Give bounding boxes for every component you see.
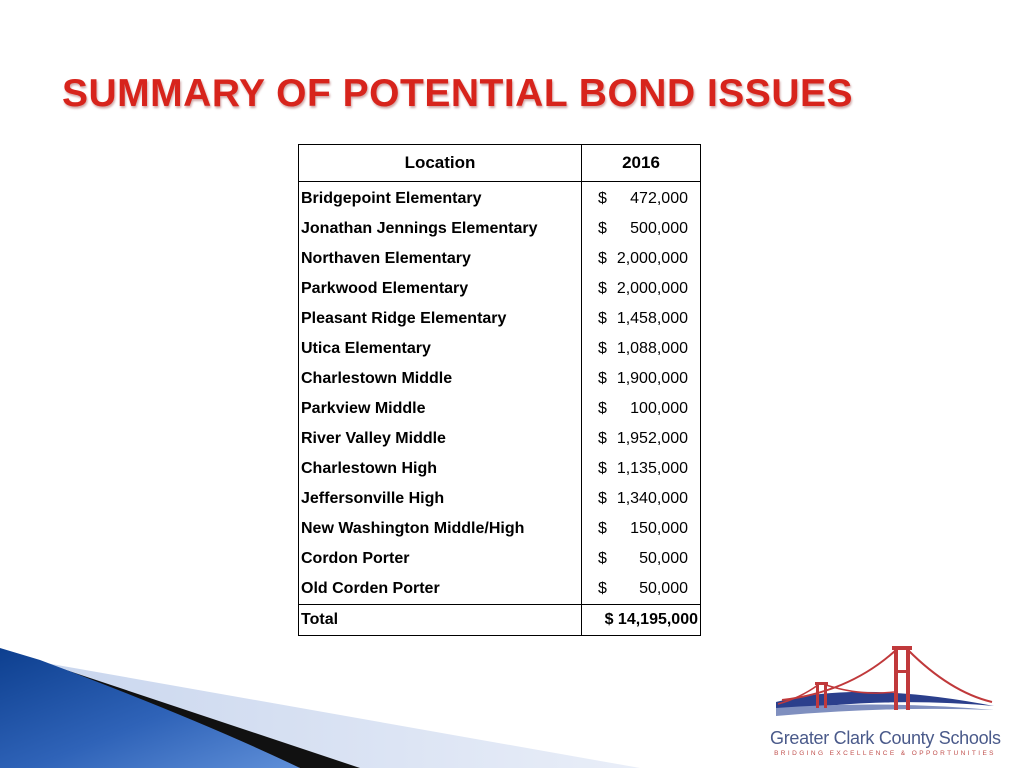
total-amount: $ 14,195,000 <box>582 605 701 636</box>
location-cell: Bridgepoint Elementary <box>299 182 582 215</box>
amount-value: 50,000 <box>639 550 688 567</box>
slide-title: SUMMARY OF POTENTIAL BOND ISSUES <box>62 72 854 115</box>
table-body <box>299 182 701 605</box>
table-row <box>299 182 701 215</box>
table-row <box>299 274 701 304</box>
currency-symbol: $ <box>598 520 607 537</box>
currency-symbol: $ <box>598 310 607 327</box>
amount-cell <box>582 334 701 364</box>
currency-symbol: $ <box>598 190 607 207</box>
blue-swoosh-icon <box>0 640 640 768</box>
amount-cell <box>582 454 701 484</box>
location-cell: Northaven Elementary <box>299 244 582 274</box>
logo-tagline: BRIDGING EXCELLENCE & OPPORTUNITIES <box>774 750 996 757</box>
table-header-row <box>299 145 701 182</box>
amount-cell <box>582 394 701 424</box>
currency-symbol: $ <box>598 580 607 597</box>
table-row <box>299 334 701 364</box>
bond-table-container <box>298 144 700 636</box>
amount-cell <box>582 514 701 544</box>
currency-symbol: $ <box>598 280 607 297</box>
location-cell: Parkview Middle <box>299 394 582 424</box>
currency-symbol: $ <box>598 220 607 237</box>
amount-value: 1,088,000 <box>616 340 688 357</box>
location-cell: River Valley Middle <box>299 424 582 454</box>
amount-value: 100,000 <box>630 400 688 417</box>
amount-value: 2,000,000 <box>616 280 688 297</box>
bond-issues-table <box>298 144 701 636</box>
currency-symbol: $ <box>598 250 607 267</box>
location-cell: Cordon Porter <box>299 544 582 574</box>
logo-school-name: Greater Clark County Schools <box>770 728 1001 748</box>
amount-value: 1,458,000 <box>616 310 688 327</box>
column-header-location: Location <box>299 145 582 182</box>
amount-cell <box>582 182 701 215</box>
currency-symbol: $ <box>598 400 607 417</box>
currency-symbol: $ <box>598 370 607 387</box>
amount-cell <box>582 574 701 605</box>
table-row <box>299 454 701 484</box>
currency-symbol: $ <box>598 550 607 567</box>
currency-symbol: $ <box>598 490 607 507</box>
table-row <box>299 544 701 574</box>
location-cell: Jeffersonville High <box>299 484 582 514</box>
currency-symbol: $ <box>598 460 607 477</box>
table-row <box>299 214 701 244</box>
amount-value: 1,900,000 <box>616 370 688 387</box>
amount-value: 2,000,000 <box>616 250 688 267</box>
location-cell: Charlestown High <box>299 454 582 484</box>
amount-value: 1,135,000 <box>616 460 688 477</box>
location-cell: Jonathan Jennings Elementary <box>299 214 582 244</box>
amount-cell <box>582 244 701 274</box>
amount-value: 1,340,000 <box>616 490 688 507</box>
amount-cell <box>582 364 701 394</box>
amount-cell <box>582 424 701 454</box>
amount-cell <box>582 484 701 514</box>
currency-symbol: $ <box>598 430 607 447</box>
currency-symbol: $ <box>598 340 607 357</box>
amount-value: 472,000 <box>630 190 688 207</box>
bridge-icon <box>770 640 1000 730</box>
amount-cell <box>582 544 701 574</box>
table-row <box>299 364 701 394</box>
amount-value: 500,000 <box>630 220 688 237</box>
table-row <box>299 244 701 274</box>
location-cell: Parkwood Elementary <box>299 274 582 304</box>
table-row <box>299 394 701 424</box>
amount-value: 50,000 <box>639 580 688 597</box>
table-row <box>299 514 701 544</box>
location-cell: New Washington Middle/High <box>299 514 582 544</box>
location-cell: Pleasant Ridge Elementary <box>299 304 582 334</box>
total-label: Total <box>299 605 582 636</box>
table-row <box>299 574 701 605</box>
amount-value: 150,000 <box>630 520 688 537</box>
table-row <box>299 424 701 454</box>
location-cell: Charlestown Middle <box>299 364 582 394</box>
school-logo <box>770 640 1000 764</box>
table-total-row <box>299 605 701 636</box>
table-row <box>299 484 701 514</box>
amount-value: 1,952,000 <box>616 430 688 447</box>
amount-cell <box>582 274 701 304</box>
location-cell: Utica Elementary <box>299 334 582 364</box>
amount-cell <box>582 214 701 244</box>
amount-cell <box>582 304 701 334</box>
location-cell: Old Corden Porter <box>299 574 582 605</box>
column-header-2016: 2016 <box>582 145 701 182</box>
table-row <box>299 304 701 334</box>
